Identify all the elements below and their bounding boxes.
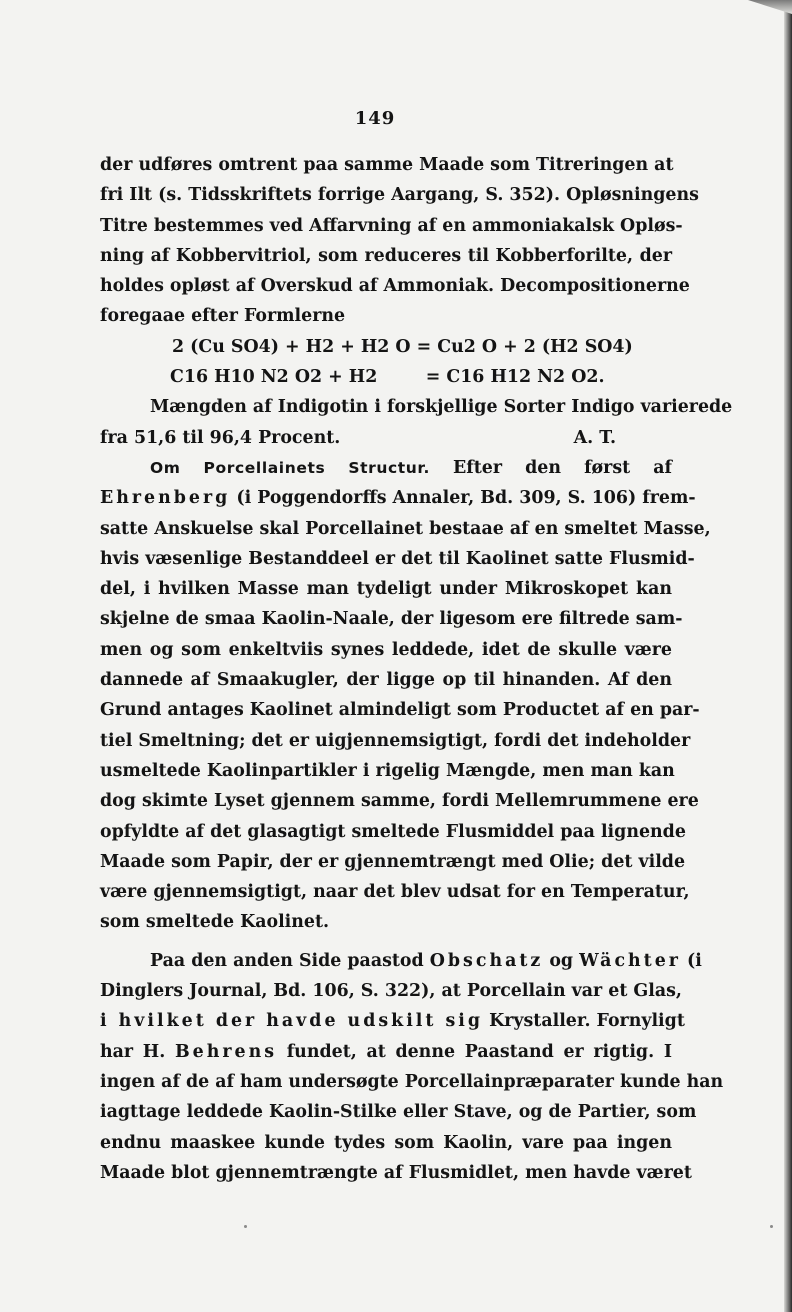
formula-indigo-right: = C16 H12 N2 O2.: [425, 367, 605, 388]
page-number: 149: [354, 108, 396, 129]
text-fragment: (i Poggendorffs Annaler, Bd. 309, S. 106) frem-: [236, 488, 696, 509]
text-line: ingen af de af ham undersøgte Porcellainpræparater kunde han: [100, 1071, 724, 1092]
text-line: fri Ilt (s. Tidsskriftets forrige Aargang, S. 352). Opløsningens: [100, 185, 699, 206]
spaced-phrase: i hvilket der havde udskilt sig: [100, 1011, 484, 1032]
text-fragment: Krystaller. Fornyligt: [489, 1011, 685, 1032]
text-line: Grund antages Kaolinet almindeligt som Productet af en par-: [100, 700, 700, 721]
text-fragment: og: [549, 950, 574, 971]
text-line: dannede af Smaakugler, der ligge op til hinanden. Af den: [100, 670, 672, 691]
text-line: være gjennemsigtigt, naar det blev udsat for en Temperatur,: [100, 882, 690, 903]
text-line: Maade blot gjennemtrængte af Flusmidlet, men havde været: [100, 1162, 692, 1183]
text-line: Titre bestemmes ved Affarvning af en ammoniakalsk Opløs-: [100, 215, 683, 236]
text-line: tiel Smeltning; det er uigjennemsigtigt, fordi det indeholder: [100, 730, 691, 751]
text-column: [100, 150, 733, 1188]
text-line: foregaae efter Formlerne: [100, 306, 346, 327]
text-line: [100, 423, 672, 453]
formula-indigo: [100, 362, 672, 392]
text-line: der udføres omtrent paa samme Maade som Titreringen at: [100, 155, 674, 175]
text-line: opfyldte af det glasagtigt smeltede Flusmiddel paa lignende: [100, 821, 686, 842]
text-line: iagttage leddede Kaolin-Stilke eller Stave, og de Partier, som: [100, 1102, 697, 1123]
text-fragment: Efter den først af: [453, 457, 672, 478]
scan-speck: [244, 1225, 247, 1228]
author-name: Behrens: [174, 1041, 278, 1062]
text-line: usmeltede Kaolinpartikler i rigelig Mængde, men man kan: [100, 760, 675, 781]
text-line: del, i hvilken Masse man tydeligt under Mikroskopet kan: [100, 579, 672, 600]
text-line: endnu maaskee kunde tydes som Kaolin, vare paa ingen: [100, 1132, 672, 1153]
formula-copper-reduction: 2 (Cu SO4) + H2 + H2 O = Cu2 O + 2 (H2 SO4): [172, 336, 633, 357]
formula-indigo-left: C16 H10 N2 O2 + H2: [170, 367, 378, 388]
scan-corner-fold: [748, 0, 792, 14]
text-line: Dinglers Journal, Bd. 106, S. 322), at Porcellain var et Glas,: [100, 981, 682, 1002]
text-line: [100, 1006, 685, 1036]
author-name: Wächter: [579, 950, 681, 971]
text-line: men og som enkeltviis synes leddede, idet de skulle være: [100, 639, 672, 660]
text-line: som smeltede Kaolinet.: [100, 912, 330, 933]
text-line: hvis væsenlige Bestanddeel er det til Kaolinet satte Flusmid-: [100, 548, 695, 569]
text-line: [100, 1037, 672, 1067]
text-fragment: har H.: [100, 1041, 166, 1062]
author-name: Obschatz: [429, 950, 544, 971]
text-line: skjelne de smaa Kaolin-Naale, der ligesom ere filtrede sam-: [100, 609, 683, 630]
section-heading: Om Porcellainets Structur.: [150, 458, 430, 477]
text-line: Mængden af Indigotin i forskjellige Sorter Indigo varierede: [150, 397, 733, 418]
text-line: dog skimte Lyset gjennem samme, fordi Mellemrummene ere: [100, 791, 699, 812]
text-line: Maade som Papir, der er gjennemtrængt med Olie; det vilde: [100, 851, 686, 872]
text-fragment: (i: [687, 950, 702, 971]
text-fragment: Paa den anden Side paastod: [150, 950, 424, 971]
text-fragment: fundet, at denne Paastand er rigtig. I: [286, 1041, 672, 1062]
text-line: [100, 946, 702, 976]
text-line: satte Anskuelse skal Porcellainet bestaae af en smeltet Masse,: [100, 518, 711, 539]
text-line: ning af Kobbervitriol, som reduceres til Kobberforilte, der: [100, 245, 672, 266]
text-fragment: fra 51,6 til 96,4 Procent.: [100, 427, 341, 448]
scan-speck: [770, 1225, 773, 1228]
author-name: Ehrenberg: [100, 488, 231, 509]
section-heading-line: [100, 453, 672, 483]
text-line: holdes opløst af Overskud af Ammoniak. Decompositionerne: [100, 276, 690, 297]
text-line: [100, 483, 696, 513]
author-signature: A. T.: [573, 427, 616, 448]
scan-edge-shadow: [784, 0, 792, 1312]
paragraph-gap: [100, 938, 672, 946]
